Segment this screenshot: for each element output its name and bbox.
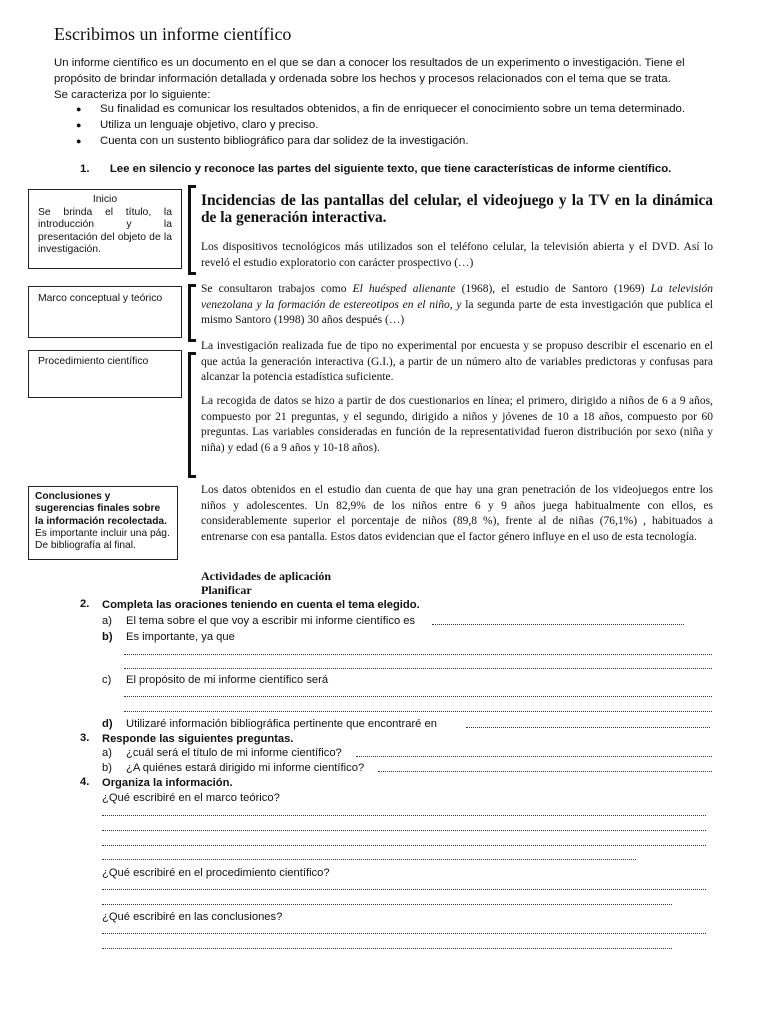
article-paragraph-2: [201, 282, 713, 329]
q2b-answer-line[interactable]: [124, 668, 712, 669]
p2-work-title-1: El huésped alienante: [352, 283, 456, 295]
q2a-text: El tema sobre el que voy a escribir mi informe científico es: [126, 615, 416, 627]
activities-subheading: Planificar: [201, 583, 252, 597]
procedimiento-bracket: [188, 352, 196, 478]
procedimiento-box: [28, 350, 182, 398]
inicio-body: Se brinda el título, la introducción y la presentación del objeto de la investigación.: [38, 206, 172, 255]
p2-text: la segunda parte de esta investigación que publica el mismo Santoro (1998) 30 años después (…): [201, 298, 713, 326]
instruction-text: Lee en silencio y reconoce las partes del siguiente texto, que tiene características de informe científico.: [109, 163, 672, 175]
q2d-answer-line[interactable]: [466, 727, 710, 728]
list-item: ● Cuenta con un sustento bibliográfico para dar solidez de la investigación.: [76, 133, 685, 149]
p2-work-title-2: La televisión venezolana y la formación de estereotipos en el niño, y: [201, 283, 714, 311]
q4-procedimiento-answer-line[interactable]: [102, 889, 706, 890]
q3b-label: b): [102, 762, 112, 774]
article-paragraph-4: La recogida de datos se hizo a partir de dos cuestionarios en línea; el primero, dirigido a niños de 6 a 9 años, compuesto por 21 preguntas, y el segundo, dirigido a niños y jóvenes de 10 a 18 años, compuesto por 60 preguntas. Las variables consideradas en función de la representatividad fueron distribución por sexo (niña y niña) y edad (6 a 9 años y 10-18 años).: [201, 395, 713, 454]
q2c-label: c): [102, 674, 112, 686]
p2-text: Se consultaron trabajos como: [201, 283, 353, 295]
q4-text: Organiza la información.: [102, 777, 233, 789]
q2d-text: Utilizaré información bibliográfica pertinente que encontraré en: [126, 718, 437, 730]
conclusiones-title: Conclusiones y sugerencias finales sobre la información recolectada.: [35, 491, 167, 527]
q2a-label: a): [102, 615, 112, 627]
list-item: ● Utiliza un lenguaje objetivo, claro y preciso.: [76, 117, 685, 133]
instruction-1: [80, 163, 671, 175]
q4-conclusiones-answer-line[interactable]: [102, 933, 706, 934]
p2-text: (1968), el estudio de Santoro (1969): [455, 283, 651, 295]
q4-marco-answer-line[interactable]: [102, 815, 706, 816]
inicio-bracket: [188, 185, 196, 275]
page-title: Escribimos un informe científico: [54, 24, 292, 44]
procedimiento-label: Procedimiento científico: [38, 356, 149, 367]
q4-marco-question: ¿Qué escribiré en el marco teórico?: [102, 792, 280, 804]
intro-section: [54, 55, 724, 103]
q4-marco-answer-line[interactable]: [102, 845, 706, 846]
article-paragraph-5: Los datos obtenidos en el estudio dan cuenta de que hay una gran penetración de los videojuegos entre los niños y adolescentes. Un 82,9% de los niños entre 6 y 9 años juega habitualmente con ellos, es considerablemente superior el porcentaje de niños (89,8 %), frente al de niñas (76,1%) , habituados a entrenarse con esa pantalla. Estos datos evidencian que el factor género influye en el uso de esta tecnología.: [201, 484, 713, 543]
q4-conclusiones-answer-line[interactable]: [102, 948, 672, 949]
inicio-box: [28, 189, 182, 269]
article-paragraph-1: Los dispositivos tecnológicos más utilizados son el teléfono celular, la televisión abierta y el DVD. Así lo reveló el estudio exploratorio con carácter prospectivo (…): [201, 241, 713, 269]
q2c-answer-line[interactable]: [124, 696, 712, 697]
activities-heading-block: [201, 569, 331, 597]
q4-procedimiento-answer-line[interactable]: [102, 904, 672, 905]
q3a-answer-line[interactable]: [356, 756, 712, 757]
q3-text: Responde las siguientes preguntas.: [102, 733, 294, 745]
q4-conclusiones-question: ¿Qué escribiré en las conclusiones?: [102, 911, 283, 923]
q4-marco-answer-line[interactable]: [102, 859, 636, 860]
q3a-text: ¿cuál será el título de mi informe científico?: [126, 747, 342, 759]
q2-text: Completa las oraciones teniendo en cuenta el tema elegido.: [102, 599, 420, 611]
intro-lead: Se caracteriza por lo siguiente:: [54, 89, 211, 101]
activities-heading: Actividades de aplicación: [201, 569, 332, 583]
q2d-label: d): [102, 718, 113, 730]
intro-paragraph: Un informe científico es un documento en el que se dan a conocer los resultados de un experimento o investigación. Tiene el propósito de brindar información detallada y ordenada sobre los hechos y procesos relacionados con el tema que se trata.: [54, 57, 685, 85]
q2a-answer-line[interactable]: [432, 624, 684, 625]
q3b-answer-line[interactable]: [378, 771, 712, 772]
marco-box: [28, 286, 182, 338]
inicio-title: Inicio: [92, 194, 118, 205]
article-paragraph-3: La investigación realizada fue de tipo no experimental por encuesta y se propuso describir el escenario en el que actúa la generación interactiva (G.I.), a partir de un número alto de variables predictoras y confusas para alcanzar la potencia estadística suficiente.: [201, 340, 713, 383]
conclusiones-note: Es importante incluir una pág. De bibliografía al final.: [35, 527, 170, 552]
q2c-answer-line[interactable]: [124, 711, 712, 712]
q4-marco-answer-line[interactable]: [102, 830, 706, 831]
instruction-number: 1.: [80, 163, 90, 175]
q2c-text: El propósito de mi informe científico será: [126, 674, 329, 686]
list-item: ● Su finalidad es comunicar los resultados obtenidos, a fin de enriquecer el conocimiento sobre un tema determinado.: [76, 101, 685, 117]
q2b-label: b): [102, 631, 113, 643]
article-title: Incidencias de las pantallas del celular, el videojuego y la TV en la dinámica de la generación interactiva.: [201, 192, 713, 226]
q4-procedimiento-question: ¿Qué escribiré en el procedimiento científico?: [102, 867, 330, 879]
marco-bracket: [188, 284, 196, 342]
q2b-text: Es importante, ya que: [126, 631, 235, 643]
characteristics-list: [76, 101, 685, 149]
q3a-label: a): [102, 747, 112, 759]
q4-number: 4.: [80, 776, 90, 788]
q2-number: 2.: [80, 598, 90, 610]
q3-number: 3.: [80, 732, 90, 744]
q2b-answer-line[interactable]: [124, 654, 712, 655]
q3b-text: ¿A quiénes estará dirigido mi informe científico?: [126, 762, 365, 774]
marco-label: Marco conceptual y teórico: [38, 293, 163, 304]
conclusiones-box: [28, 486, 178, 560]
